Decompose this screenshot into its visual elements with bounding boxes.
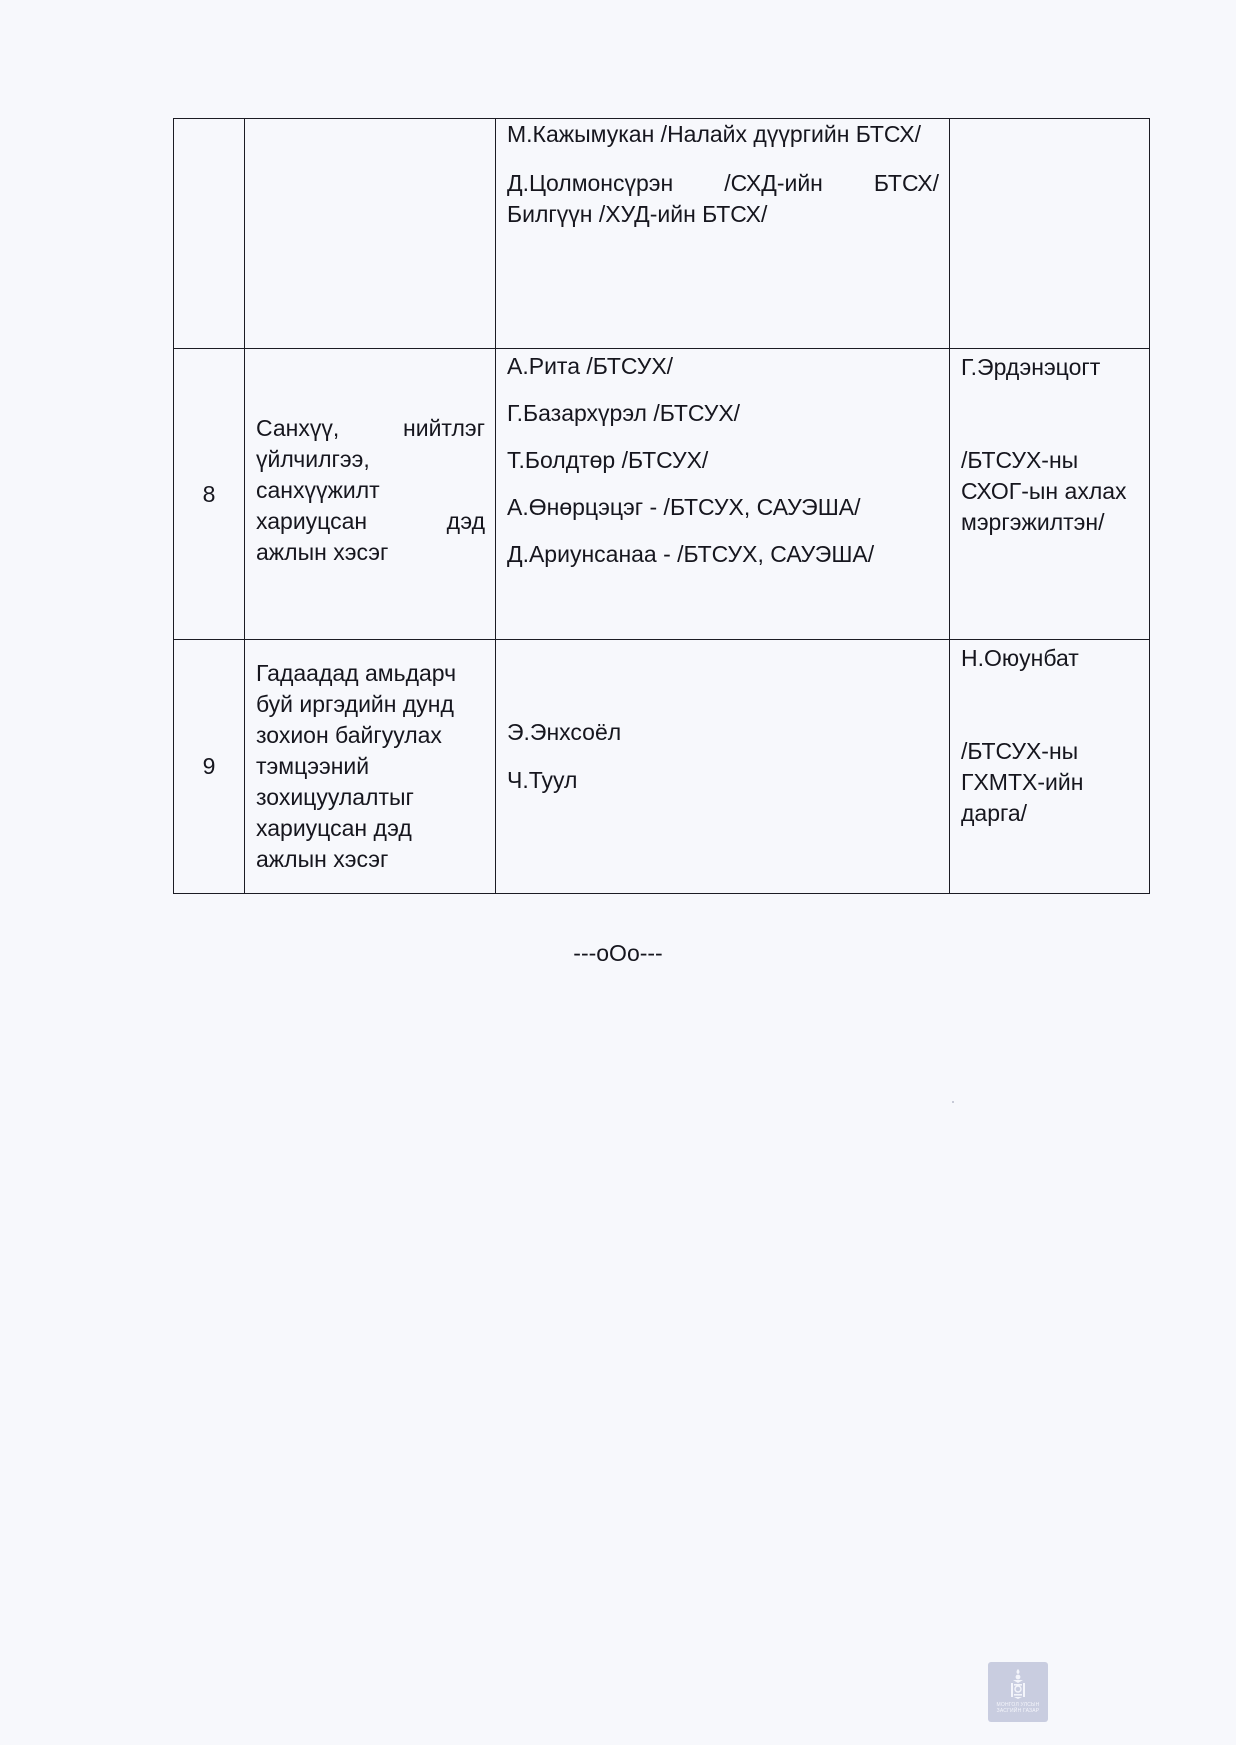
member-entry: Ч.Туул <box>507 767 578 793</box>
lead-name: Н.Оюунбат <box>961 645 1079 671</box>
lead-cell <box>950 349 1150 640</box>
member-entry: А.Рита /БТСУХ/ <box>507 353 674 379</box>
table-row <box>174 349 1150 640</box>
member-entry: Д.Ариунсанаа - /БТСУХ, САУЭША/ <box>507 541 875 567</box>
member-entry: Д.Цолмонсүрэн /СХД-ийн БТСХ/ Билгүүн /ХУД-ийн БТСХ/ <box>507 170 939 227</box>
group-name: Гадаадад амьдарч буй иргэдийн дунд зохион байгуулах тэмцээний зохицуулалтыг хариуцсан дэд ажлын хэсэг <box>245 640 496 894</box>
lead-cell <box>950 119 1150 349</box>
member-entry: М.Кажымукан /Налайх дүүргийн БТСХ/ <box>507 121 921 147</box>
members-cell <box>496 119 950 349</box>
group-name <box>245 119 496 349</box>
member-entry: Г.Базархүрэл /БТСУХ/ <box>507 400 741 426</box>
member-entry: Т.Болдтөр /БТСУХ/ <box>507 447 709 473</box>
group-name: Санхүү, нийтлэг үйлчилгээ, санхүүжилт хариуцсан дэд ажлын хэсэг <box>245 349 496 640</box>
table-row <box>174 119 1150 349</box>
working-group-table <box>173 118 1150 894</box>
lead-name: Г.Эрдэнэцогт <box>961 354 1101 380</box>
row-number <box>174 119 245 349</box>
government-seal <box>988 1662 1048 1722</box>
lead-cell <box>950 640 1150 894</box>
row-number: 9 <box>174 640 245 894</box>
lead-title: /БТСУХ-ны ГХМТХ-ийн дарга/ <box>961 738 1084 826</box>
member-entry: Э.Энхсоёл <box>507 719 622 745</box>
lead-title: /БТСУХ-ны СХОГ-ын ахлах мэргэжилтэн/ <box>961 447 1127 535</box>
table-row <box>174 640 1150 894</box>
row-number: 8 <box>174 349 245 640</box>
soyombo-emblem-icon <box>1007 1668 1029 1700</box>
members-cell <box>496 349 950 640</box>
member-entry: А.Өнөрцэцэг - /БТСУХ, САУЭША/ <box>507 494 861 520</box>
closing-mark: ---oOo--- <box>573 940 663 966</box>
seal-caption: МОНГОЛ УЛСЫН ЗАСГИЙН ГАЗАР <box>996 1702 1040 1714</box>
members-cell <box>496 640 950 894</box>
scan-speck <box>952 1101 954 1103</box>
